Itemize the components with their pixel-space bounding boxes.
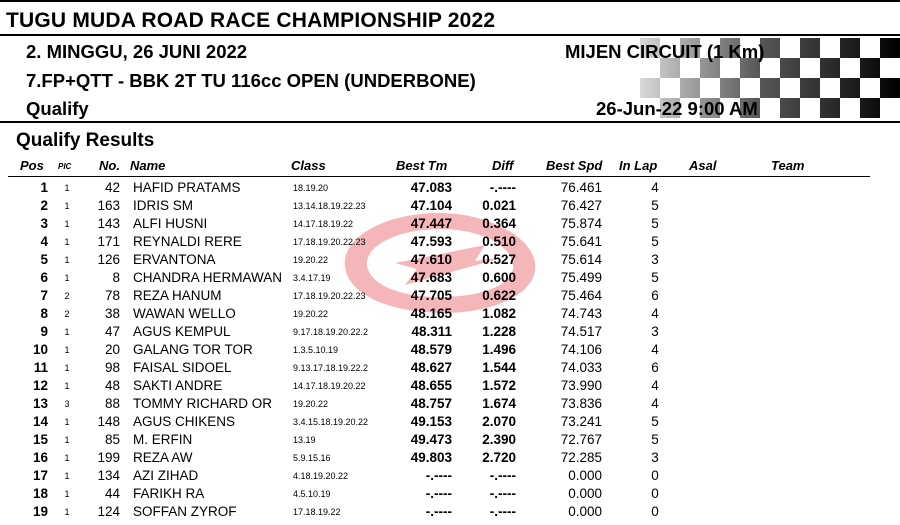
cell-diff: 2.720: [482, 450, 516, 465]
cell-best-spd: 0.000: [568, 504, 602, 519]
cell-name: HAFID PRATAMS: [133, 180, 241, 195]
cell-name: SOFFAN ZYROF: [133, 504, 237, 519]
cell-diff: 0.364: [482, 216, 516, 231]
cell-best-tm: 47.593: [410, 234, 452, 249]
cell-class: 17.18.19.22: [293, 507, 341, 517]
cell-no: 8: [112, 270, 120, 285]
col-header-team: Team: [771, 158, 805, 173]
cell-best-tm: 48.311: [411, 324, 452, 339]
cell-pic: 1: [64, 489, 70, 499]
cell-in-lap: 5: [651, 414, 659, 429]
cell-pic: 1: [64, 237, 70, 247]
cell-pic: 2: [64, 309, 70, 319]
cell-pos: 7: [40, 288, 48, 303]
cell-name: IDRIS SM: [133, 198, 194, 213]
cell-best-spd: 73.836: [560, 396, 602, 411]
cell-diff: 1.544: [482, 360, 516, 375]
table-row: [0, 304, 900, 322]
cell-best-tm: -.----: [425, 486, 452, 501]
cell-no: 20: [104, 342, 120, 357]
cell-pic: 1: [64, 435, 70, 445]
cell-no: 42: [104, 180, 120, 195]
cell-no: 199: [97, 450, 120, 465]
cell-pic: 1: [64, 219, 70, 229]
cell-class: 19.20.22: [293, 255, 329, 265]
cell-in-lap: 5: [651, 198, 659, 213]
cell-best-tm: 49.153: [410, 414, 452, 429]
cell-pic: 1: [64, 381, 70, 391]
table-row: [0, 448, 900, 466]
cell-best-tm: 48.165: [410, 306, 452, 321]
cell-in-lap: 4: [651, 180, 659, 195]
cell-pos: 13: [32, 396, 48, 411]
championship-title: TUGU MUDA ROAD RACE CHAMPIONSHIP 2022: [6, 9, 496, 32]
cell-in-lap: 6: [651, 360, 659, 375]
table-row: [0, 466, 900, 484]
col-header-name: Name: [130, 158, 166, 173]
cell-in-lap: 5: [651, 432, 659, 447]
cell-name: AGUS KEMPUL: [133, 324, 231, 339]
cell-name: CHANDRA HERMAWAN: [133, 270, 283, 285]
cell-best-spd: 75.499: [560, 270, 602, 285]
table-row: [0, 250, 900, 268]
cell-class: 4.5.10.19: [293, 489, 331, 499]
cell-diff: 2.390: [482, 432, 516, 447]
col-header-best-tm: Best Tm: [396, 158, 448, 173]
cell-pos: 1: [40, 180, 48, 195]
cell-class: 13.14.18.19.22.23: [293, 201, 366, 211]
cell-pic: 2: [64, 291, 70, 301]
session-datetime: 26-Jun-22 9:00 AM: [596, 98, 758, 119]
cell-pic: 1: [64, 327, 70, 337]
cell-in-lap: 4: [651, 396, 659, 411]
cell-diff: -.----: [489, 180, 516, 195]
col-header-no: No.: [99, 158, 120, 173]
cell-best-spd: 72.767: [560, 432, 602, 447]
cell-best-spd: 74.106: [560, 342, 602, 357]
cell-no: 44: [104, 486, 120, 501]
table-row: [0, 340, 900, 358]
cell-in-lap: 0: [651, 468, 659, 483]
cell-in-lap: 4: [651, 378, 659, 393]
cell-no: 171: [97, 234, 120, 249]
cell-best-spd: 74.517: [560, 324, 602, 339]
results-table-body: [0, 178, 900, 520]
cell-best-spd: 72.285: [560, 450, 602, 465]
cell-pic: 1: [64, 201, 70, 211]
cell-pic: 1: [64, 471, 70, 481]
cell-pos: 11: [33, 360, 48, 375]
col-header-diff: Diff: [492, 158, 514, 173]
cell-name: SAKTI ANDRE: [133, 378, 223, 393]
cell-diff: 0.600: [482, 270, 516, 285]
cell-pic: 1: [64, 417, 70, 427]
cell-diff: 1.496: [482, 342, 516, 357]
cell-best-tm: 49.803: [410, 450, 452, 465]
cell-in-lap: 5: [651, 234, 659, 249]
cell-pos: 2: [40, 198, 48, 213]
cell-best-tm: 47.447: [410, 216, 452, 231]
cell-class: 9.13.17.18.19.22.2: [293, 363, 369, 373]
cell-class: 19.20.22: [293, 309, 329, 319]
cell-pos: 18: [32, 486, 48, 501]
cell-diff: 1.674: [482, 396, 516, 411]
cell-no: 143: [97, 216, 120, 231]
cell-name: M. ERFIN: [133, 432, 193, 447]
cell-pos: 6: [40, 270, 48, 285]
cell-pic: 1: [64, 255, 70, 265]
cell-diff: -.----: [489, 468, 516, 483]
cell-class: 3.4.17.19: [293, 273, 331, 283]
cell-in-lap: 0: [651, 486, 659, 501]
cell-class: 3.4.15.18.19.20.22: [293, 417, 369, 427]
table-row: [0, 178, 900, 196]
cell-pos: 15: [32, 432, 48, 447]
cell-no: 124: [97, 504, 120, 519]
cell-best-spd: 75.614: [560, 252, 602, 267]
cell-best-tm: 47.083: [410, 180, 452, 195]
cell-pic: 1: [64, 183, 70, 193]
cell-best-spd: 76.461: [560, 180, 602, 195]
cell-diff: 1.228: [482, 324, 516, 339]
cell-name: FAISAL SIDOEL: [133, 360, 232, 375]
table-row: [0, 376, 900, 394]
cell-best-tm: 48.757: [410, 396, 452, 411]
cell-no: 163: [97, 198, 120, 213]
cell-best-spd: 75.464: [560, 288, 602, 303]
cell-class: 14.17.18.19.22: [293, 219, 354, 229]
col-header-in-lap: In Lap: [619, 158, 658, 173]
cell-class: 4.18.19.20.22: [293, 471, 349, 481]
cell-best-spd: 73.241: [560, 414, 602, 429]
cell-pic: 1: [64, 273, 70, 283]
cell-in-lap: 0: [651, 504, 659, 519]
cell-name: ERVANTONA: [133, 252, 216, 267]
cell-no: 47: [104, 324, 120, 339]
col-header-pos: Pos: [20, 158, 44, 173]
cell-pic: 1: [64, 345, 70, 355]
cell-diff: 1.082: [482, 306, 516, 321]
cell-name: AGUS CHIKENS: [133, 414, 236, 429]
cell-best-spd: 73.990: [560, 378, 602, 393]
cell-pic: 1: [64, 453, 70, 463]
cell-in-lap: 5: [651, 216, 659, 231]
cell-best-spd: 74.033: [560, 360, 602, 375]
cell-best-tm: 48.655: [410, 378, 452, 393]
cell-in-lap: 3: [651, 450, 659, 465]
table-row: [0, 232, 900, 250]
cell-class: 14.17.18.19.20.22: [293, 381, 366, 391]
cell-no: 78: [104, 288, 120, 303]
col-header-best-spd: Best Spd: [546, 158, 603, 173]
cell-diff: -.----: [489, 504, 516, 519]
cell-pos: 16: [32, 450, 48, 465]
cell-no: 126: [97, 252, 120, 267]
header-top-rule: [0, 0, 900, 2]
session-type: Qualify: [26, 98, 89, 119]
table-row: [0, 430, 900, 448]
cell-class: 9.17.18.19.20.22.2: [293, 327, 369, 337]
cell-class: 18.19.20: [293, 183, 329, 193]
event-date: 2. MINGGU, 26 JUNI 2022: [26, 41, 248, 62]
cell-in-lap: 3: [651, 324, 659, 339]
cell-name: FARIKH RA: [133, 486, 205, 501]
cell-name: GALANG TOR TOR: [133, 342, 253, 357]
cell-pos: 9: [40, 324, 48, 339]
cell-pos: 8: [40, 306, 48, 321]
cell-best-spd: 75.874: [560, 216, 602, 231]
table-row: [0, 394, 900, 412]
section-title: Qualify Results: [16, 130, 155, 151]
cell-no: 88: [104, 396, 120, 411]
cell-no: 148: [97, 414, 120, 429]
cell-diff: 2.070: [482, 414, 516, 429]
cell-diff: 0.527: [482, 252, 516, 267]
cell-no: 48: [104, 378, 120, 393]
cell-best-spd: 0.000: [568, 468, 602, 483]
cell-class: 17.18.19.20.22.23: [293, 291, 366, 301]
table-header-rule: [8, 176, 870, 177]
cell-best-tm: -.----: [425, 504, 452, 519]
cell-pos: 17: [32, 468, 48, 483]
cell-pos: 4: [40, 234, 48, 249]
cell-class: 17.18.19.20.22.23: [293, 237, 366, 247]
cell-class: 5.9.15.16: [293, 453, 331, 463]
cell-pic: 1: [64, 507, 70, 517]
cell-no: 85: [104, 432, 120, 447]
cell-best-spd: 74.743: [560, 306, 602, 321]
cell-pic: 3: [64, 399, 70, 409]
cell-name: AZI ZIHAD: [133, 468, 199, 483]
cell-diff: -.----: [489, 486, 516, 501]
cell-class: 19.20.22: [293, 399, 329, 409]
cell-name: REYNALDI RERE: [133, 234, 242, 249]
cell-best-spd: 75.641: [560, 234, 602, 249]
cell-diff: 0.021: [482, 198, 516, 213]
cell-in-lap: 4: [651, 306, 659, 321]
cell-no: 98: [104, 360, 120, 375]
cell-diff: 1.572: [482, 378, 516, 393]
table-row: [0, 322, 900, 340]
cell-in-lap: 4: [651, 342, 659, 357]
table-row: [0, 484, 900, 502]
table-row: [0, 214, 900, 232]
header-bottom-rule: [0, 121, 900, 123]
cell-best-tm: 49.473: [410, 432, 452, 447]
cell-pos: 19: [32, 504, 48, 519]
cell-best-tm: -.----: [425, 468, 452, 483]
circuit-name: MIJEN CIRCUIT (1 Km): [565, 41, 765, 62]
cell-name: REZA AW: [133, 450, 193, 465]
cell-best-tm: 47.705: [410, 288, 452, 303]
cell-best-tm: 48.579: [410, 342, 452, 357]
header-divider: [0, 34, 900, 36]
cell-name: REZA HANUM: [133, 288, 222, 303]
cell-no: 134: [97, 468, 120, 483]
table-row: [0, 196, 900, 214]
table-row: [0, 286, 900, 304]
cell-best-spd: 76.427: [560, 198, 602, 213]
col-header-class: Class: [291, 158, 326, 173]
table-row: [0, 268, 900, 286]
cell-best-tm: 47.610: [410, 252, 452, 267]
cell-in-lap: 3: [651, 252, 659, 267]
table-row: [0, 412, 900, 430]
col-header-pic: PIC: [58, 162, 72, 171]
cell-pos: 5: [40, 252, 48, 267]
table-row: [0, 502, 900, 520]
cell-name: TOMMY RICHARD OR: [133, 396, 273, 411]
cell-best-tm: 47.104: [410, 198, 452, 213]
cell-in-lap: 5: [651, 270, 659, 285]
cell-no: 38: [104, 306, 120, 321]
cell-diff: 0.510: [482, 234, 516, 249]
col-header-asal: Asal: [689, 158, 717, 173]
cell-best-tm: 47.683: [410, 270, 452, 285]
cell-pos: 3: [40, 216, 48, 231]
cell-best-spd: 0.000: [568, 486, 602, 501]
cell-pic: 1: [64, 363, 70, 373]
session-title: 7.FP+QTT - BBK 2T TU 116cc OPEN (UNDERBONE): [26, 70, 476, 91]
table-row: [0, 358, 900, 376]
cell-pos: 10: [32, 342, 48, 357]
cell-best-tm: 48.627: [410, 360, 452, 375]
cell-pos: 14: [32, 414, 48, 429]
cell-class: 1.3.5.10.19: [293, 345, 339, 355]
cell-in-lap: 6: [651, 288, 659, 303]
cell-class: 13.19: [293, 435, 316, 445]
cell-name: WAWAN WELLO: [133, 306, 236, 321]
cell-pos: 12: [32, 378, 48, 393]
cell-diff: 0.622: [482, 288, 516, 303]
cell-name: ALFI HUSNI: [133, 216, 208, 231]
